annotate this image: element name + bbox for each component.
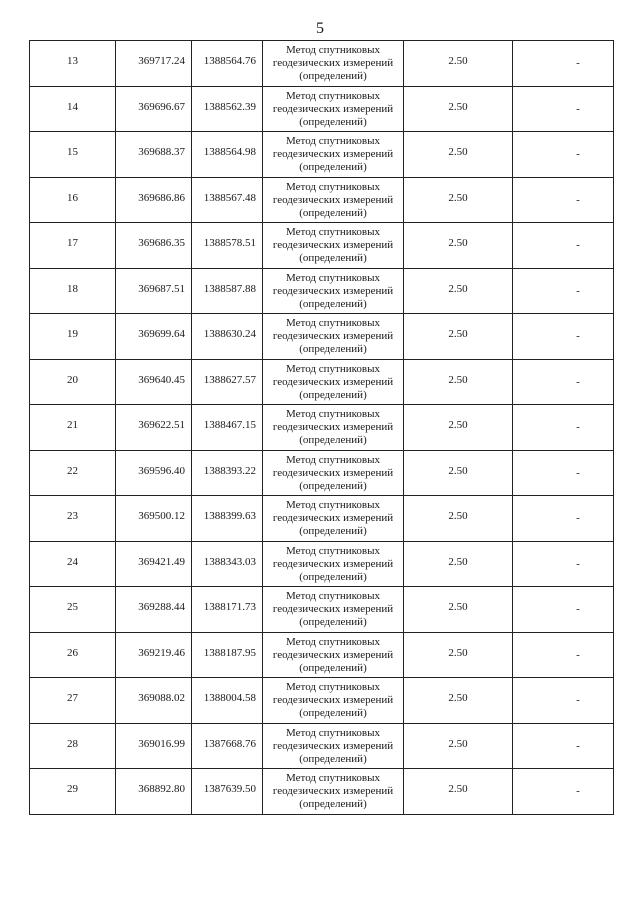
- accuracy-cell: 2.50: [404, 769, 513, 815]
- method-cell: [263, 541, 404, 587]
- method-cell: [263, 359, 404, 405]
- method-cell: [263, 314, 404, 360]
- point-number-cell: 21: [30, 405, 116, 451]
- method-line: (определений): [299, 661, 367, 674]
- method-line: Метод спутниковых: [286, 681, 380, 693]
- point-number-cell: 17: [30, 223, 116, 269]
- note-cell: -: [513, 541, 614, 587]
- table-row: [30, 268, 614, 314]
- y-coordinate-cell: 1388627.57: [192, 359, 263, 405]
- x-coordinate-cell: 369622.51: [116, 405, 192, 451]
- y-coordinate-cell: 1388399.63: [192, 496, 263, 542]
- y-coordinate-cell: 1388562.39: [192, 86, 263, 132]
- accuracy-cell: 2.50: [404, 86, 513, 132]
- method-line: (определений): [299, 479, 367, 492]
- x-coordinate-cell: 369640.45: [116, 359, 192, 405]
- method-line: геодезических измерений: [272, 785, 394, 797]
- method-line: (определений): [299, 752, 367, 765]
- y-coordinate-cell: 1388467.15: [192, 405, 263, 451]
- y-coordinate-cell: 1388564.76: [192, 41, 263, 87]
- accuracy-cell: 2.50: [404, 223, 513, 269]
- method-line: Метод спутниковых: [286, 44, 380, 56]
- note-cell: -: [513, 132, 614, 178]
- accuracy-cell: 2.50: [404, 177, 513, 223]
- accuracy-cell: 2.50: [404, 496, 513, 542]
- point-number-cell: 25: [30, 587, 116, 633]
- note-cell: -: [513, 769, 614, 815]
- point-number-cell: 13: [30, 41, 116, 87]
- y-coordinate-cell: 1387668.76: [192, 723, 263, 769]
- method-line: Метод спутниковых: [286, 635, 380, 648]
- method-cell: [263, 223, 404, 269]
- point-number-cell: 18: [30, 268, 116, 314]
- method-line: (определений): [299, 798, 367, 810]
- y-coordinate-cell: 1388343.03: [192, 541, 263, 587]
- method-line: геодезических измерений: [272, 694, 394, 706]
- method-line: геодезических измерений: [272, 375, 394, 388]
- method-line: (определений): [299, 570, 367, 583]
- x-coordinate-cell: 369696.67: [116, 86, 192, 132]
- table-row: [30, 632, 614, 678]
- table-row: [30, 723, 614, 769]
- x-coordinate-cell: 369016.99: [116, 723, 192, 769]
- method-line: геодезических измерений: [272, 57, 394, 69]
- accuracy-cell: 2.50: [404, 541, 513, 587]
- coordinates-table-body: [30, 41, 614, 815]
- method-line: Метод спутниковых: [286, 726, 380, 739]
- note-cell: -: [513, 632, 614, 678]
- x-coordinate-cell: 368892.80: [116, 769, 192, 815]
- note-cell: -: [513, 496, 614, 542]
- method-cell: [263, 769, 404, 815]
- note-cell: -: [513, 359, 614, 405]
- method-cell: [263, 587, 404, 633]
- method-line: Метод спутниковых: [286, 499, 380, 511]
- method-line: (определений): [299, 616, 367, 628]
- y-coordinate-cell: 1388630.24: [192, 314, 263, 360]
- accuracy-cell: 2.50: [404, 359, 513, 405]
- method-line: Метод спутниковых: [286, 226, 380, 238]
- accuracy-cell: 2.50: [404, 132, 513, 178]
- note-cell: -: [513, 723, 614, 769]
- page-number: 5: [316, 20, 324, 37]
- method-line: Метод спутниковых: [286, 453, 380, 466]
- method-line: (определений): [299, 343, 367, 355]
- method-line: (определений): [299, 707, 367, 719]
- x-coordinate-cell: 369717.24: [116, 41, 192, 87]
- method-line: геодезических измерений: [272, 148, 394, 160]
- accuracy-cell: 2.50: [404, 450, 513, 496]
- method-cell: [263, 678, 404, 724]
- note-cell: -: [513, 177, 614, 223]
- method-line: геодезических измерений: [272, 239, 394, 251]
- method-line: геодезических измерений: [272, 284, 394, 297]
- note-cell: -: [513, 314, 614, 360]
- method-line: (определений): [299, 388, 367, 401]
- x-coordinate-cell: 369699.64: [116, 314, 192, 360]
- method-line: (определений): [299, 252, 367, 264]
- method-cell: [263, 177, 404, 223]
- point-number-cell: 28: [30, 723, 116, 769]
- y-coordinate-cell: 1388564.98: [192, 132, 263, 178]
- x-coordinate-cell: 369421.49: [116, 541, 192, 587]
- x-coordinate-cell: 369688.37: [116, 132, 192, 178]
- note-cell: -: [513, 405, 614, 451]
- point-number-cell: 24: [30, 541, 116, 587]
- x-coordinate-cell: 369686.35: [116, 223, 192, 269]
- table-row: [30, 450, 614, 496]
- table-row: [30, 678, 614, 724]
- y-coordinate-cell: 1388004.58: [192, 678, 263, 724]
- x-coordinate-cell: 369687.51: [116, 268, 192, 314]
- y-coordinate-cell: 1388567.48: [192, 177, 263, 223]
- note-cell: -: [513, 223, 614, 269]
- y-coordinate-cell: 1388187.95: [192, 632, 263, 678]
- table-row: [30, 587, 614, 633]
- method-cell: [263, 496, 404, 542]
- method-line: геодезических измерений: [272, 648, 394, 661]
- x-coordinate-cell: 369686.86: [116, 177, 192, 223]
- method-cell: [263, 632, 404, 678]
- table-row: [30, 86, 614, 132]
- point-number-cell: 29: [30, 769, 116, 815]
- y-coordinate-cell: 1388171.73: [192, 587, 263, 633]
- note-cell: -: [513, 450, 614, 496]
- method-line: геодезических измерений: [272, 557, 394, 570]
- method-line: геодезических измерений: [272, 603, 394, 615]
- method-line: геодезических измерений: [272, 421, 394, 433]
- x-coordinate-cell: 369288.44: [116, 587, 192, 633]
- accuracy-cell: 2.50: [404, 41, 513, 87]
- table-row: [30, 769, 614, 815]
- method-line: Метод спутниковых: [286, 408, 380, 420]
- point-number-cell: 22: [30, 450, 116, 496]
- accuracy-cell: 2.50: [404, 632, 513, 678]
- method-line: геодезических измерений: [272, 193, 394, 206]
- accuracy-cell: 2.50: [404, 268, 513, 314]
- table-row: [30, 541, 614, 587]
- point-number-cell: 16: [30, 177, 116, 223]
- y-coordinate-cell: 1387639.50: [192, 769, 263, 815]
- method-cell: [263, 450, 404, 496]
- point-number-cell: 14: [30, 86, 116, 132]
- method-cell: [263, 405, 404, 451]
- note-cell: -: [513, 678, 614, 724]
- coordinates-table: [29, 40, 614, 815]
- table-row: [30, 223, 614, 269]
- method-line: геодезических измерений: [272, 739, 394, 752]
- y-coordinate-cell: 1388578.51: [192, 223, 263, 269]
- y-coordinate-cell: 1388587.88: [192, 268, 263, 314]
- point-number-cell: 27: [30, 678, 116, 724]
- note-cell: -: [513, 587, 614, 633]
- point-number-cell: 20: [30, 359, 116, 405]
- accuracy-cell: 2.50: [404, 405, 513, 451]
- method-line: Метод спутниковых: [286, 180, 380, 193]
- method-cell: [263, 268, 404, 314]
- x-coordinate-cell: 369596.40: [116, 450, 192, 496]
- note-cell: -: [513, 41, 614, 87]
- table-row: [30, 359, 614, 405]
- note-cell: -: [513, 86, 614, 132]
- method-line: геодезических измерений: [272, 512, 394, 524]
- method-cell: [263, 132, 404, 178]
- method-line: (определений): [299, 70, 367, 82]
- x-coordinate-cell: 369219.46: [116, 632, 192, 678]
- x-coordinate-cell: 369088.02: [116, 678, 192, 724]
- point-number-cell: 23: [30, 496, 116, 542]
- method-line: (определений): [299, 115, 367, 128]
- accuracy-cell: 2.50: [404, 723, 513, 769]
- method-line: (определений): [299, 161, 367, 173]
- table-row: [30, 314, 614, 360]
- y-coordinate-cell: 1388393.22: [192, 450, 263, 496]
- method-cell: [263, 86, 404, 132]
- method-line: (определений): [299, 525, 367, 537]
- x-coordinate-cell: 369500.12: [116, 496, 192, 542]
- method-line: Метод спутниковых: [286, 544, 380, 557]
- table-row: [30, 496, 614, 542]
- note-cell: -: [513, 268, 614, 314]
- table-row: [30, 41, 614, 87]
- method-line: геодезических измерений: [272, 102, 394, 115]
- point-number-cell: 26: [30, 632, 116, 678]
- method-line: Метод спутниковых: [286, 590, 380, 602]
- table-row: [30, 132, 614, 178]
- method-line: Метод спутниковых: [286, 772, 380, 784]
- method-line: геодезических измерений: [272, 330, 394, 342]
- point-number-cell: 19: [30, 314, 116, 360]
- point-number-cell: 15: [30, 132, 116, 178]
- table-row: [30, 405, 614, 451]
- method-line: Метод спутниковых: [286, 89, 380, 102]
- accuracy-cell: 2.50: [404, 314, 513, 360]
- method-line: (определений): [299, 297, 367, 310]
- method-line: (определений): [299, 206, 367, 219]
- method-line: геодезических измерений: [272, 466, 394, 479]
- table-row: [30, 177, 614, 223]
- accuracy-cell: 2.50: [404, 678, 513, 724]
- accuracy-cell: 2.50: [404, 587, 513, 633]
- method-cell: [263, 723, 404, 769]
- method-line: Метод спутниковых: [286, 271, 380, 284]
- method-line: Метод спутниковых: [286, 362, 380, 375]
- method-line: Метод спутниковых: [286, 135, 380, 147]
- method-line: (определений): [299, 434, 367, 446]
- method-line: Метод спутниковых: [286, 317, 380, 329]
- method-cell: [263, 41, 404, 87]
